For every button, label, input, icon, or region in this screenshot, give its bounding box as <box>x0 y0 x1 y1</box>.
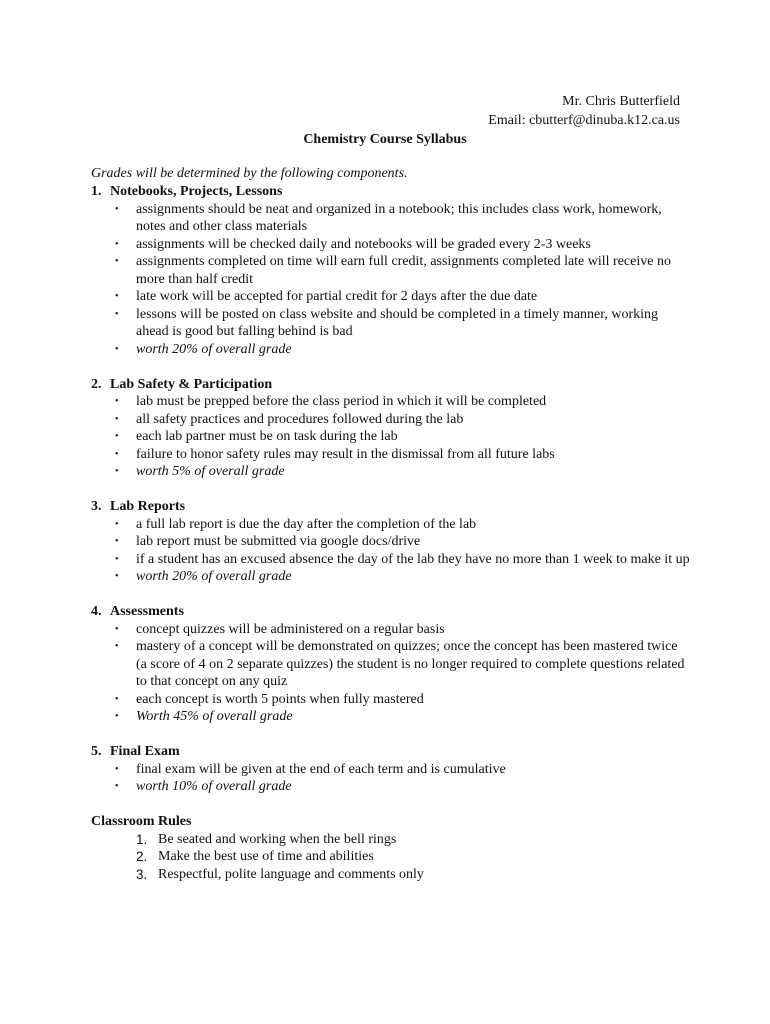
bullet-icon: • <box>115 763 119 775</box>
list-item <box>115 236 691 254</box>
bullet-icon: • <box>115 291 119 302</box>
rule-text: Be seated and working when the bell rings <box>158 831 397 847</box>
list-item <box>115 428 691 446</box>
bullet-icon: • <box>115 238 119 250</box>
bullet-icon: • <box>115 518 119 530</box>
list-item-text: lab must be prepped before the class period in which it will be completed <box>136 394 547 409</box>
list-item-text: if a student has an excused absence the day of the lab they have no more than 1 week to make it up <box>136 551 690 567</box>
bullet-icon: • <box>115 711 119 722</box>
list-item <box>115 708 691 726</box>
rules-list <box>91 831 691 884</box>
list-item <box>115 691 691 709</box>
list-item <box>115 253 691 288</box>
bullet-icon: • <box>115 203 119 215</box>
bullet-icon: • <box>115 623 119 635</box>
list-item-text: all safety practices and procedures followed during the lab <box>136 411 464 427</box>
bullet-list <box>91 621 691 726</box>
bullet-icon: • <box>115 256 119 267</box>
bullet-icon: • <box>115 396 119 407</box>
list-item-text: failure to honor safety rules may result in the dismissal from all future labs <box>136 446 555 462</box>
section-heading <box>91 743 691 761</box>
rule-item <box>136 848 691 866</box>
list-item <box>115 533 691 551</box>
bullet-list <box>91 201 691 359</box>
list-item <box>115 568 691 586</box>
section-title: Lab Reports <box>110 499 186 514</box>
section-number: 5. <box>91 744 102 759</box>
page-title: Chemistry Course Syllabus <box>303 132 467 147</box>
rule-text: Respectful, polite language and comments only <box>158 866 424 882</box>
section-number: 4. <box>91 604 102 619</box>
list-item-text: worth 20% of overall grade <box>136 341 292 357</box>
list-item-text: each lab partner must be on task during the lab <box>136 429 398 444</box>
list-item-text: worth 10% of overall grade <box>136 779 292 794</box>
teacher-name: Mr. Chris Butterfield <box>562 94 680 109</box>
list-item-text: worth 20% of overall grade <box>136 569 292 584</box>
list-item <box>115 621 691 639</box>
list-item-text: Worth 45% of overall grade <box>136 709 293 724</box>
bullet-icon: • <box>115 571 119 582</box>
list-item <box>115 201 691 236</box>
section-title: Assessments <box>110 604 184 619</box>
section-title: Lab Safety & Participation <box>110 376 273 392</box>
rule-item <box>136 831 691 849</box>
section-number: 1. <box>91 184 102 199</box>
list-item-text: worth 5% of overall grade <box>136 464 285 479</box>
list-item-text: each concept is worth 5 points when fully mastered <box>136 691 424 707</box>
grade-section <box>91 183 691 358</box>
bullet-icon: • <box>115 308 119 320</box>
bullet-icon: • <box>115 641 119 652</box>
bullet-icon: • <box>115 343 119 355</box>
section-number: 3. <box>91 499 102 514</box>
grade-section <box>91 376 691 481</box>
bullet-icon: • <box>115 693 119 705</box>
bullet-icon: • <box>115 466 119 477</box>
list-item <box>115 341 691 359</box>
list-item <box>115 446 691 464</box>
rule-number: 3. <box>136 866 148 882</box>
list-item <box>115 411 691 429</box>
list-item-text: concept quizzes will be administered on a regular basis <box>136 621 445 637</box>
syllabus-content <box>91 183 691 883</box>
rule-number: 2. <box>136 849 148 864</box>
section-title: Notebooks, Projects, Lessons <box>110 184 283 199</box>
bullet-icon: • <box>115 781 119 792</box>
list-item-text: lab report must be submitted via google docs/drive <box>136 534 421 549</box>
bullet-icon: • <box>115 413 119 425</box>
rules-heading: Classroom Rules <box>91 814 192 829</box>
rule-item <box>136 866 691 884</box>
grade-section <box>91 743 691 796</box>
bullet-icon: • <box>115 448 119 460</box>
list-item <box>115 551 691 569</box>
list-item-text: assignments will be checked daily and notebooks will be graded every 2-3 weeks <box>136 236 591 252</box>
list-item-text: a full lab report is due the day after the completion of the lab <box>136 516 477 532</box>
list-item <box>115 306 691 341</box>
list-item-text: final exam will be given at the end of each term and is cumulative <box>136 761 506 777</box>
bullet-list <box>91 516 691 586</box>
classroom-rules <box>91 813 691 883</box>
section-heading <box>91 183 691 201</box>
list-item-text: late work will be accepted for partial credit for 2 days after the due date <box>136 289 538 304</box>
grade-section <box>91 603 691 726</box>
bullet-icon: • <box>115 431 119 442</box>
teacher-email: Email: cbutterf@dinuba.k12.ca.us <box>488 113 680 128</box>
list-item <box>115 393 691 411</box>
section-title: Final Exam <box>110 744 180 759</box>
section-heading <box>91 498 691 516</box>
rule-number: 1. <box>136 831 148 847</box>
list-item <box>115 516 691 534</box>
rule-text: Make the best use of time and abilities <box>158 849 374 864</box>
section-number: 2. <box>91 376 102 392</box>
list-item <box>115 288 691 306</box>
bullet-list <box>91 761 691 796</box>
list-item-text: lessons will be posted on class website and should be completed in a timely manner, working ahead is good but falling behind is bad <box>136 306 659 339</box>
grades-intro: Grades will be determined by the following components. <box>91 166 408 181</box>
bullet-icon: • <box>115 536 119 547</box>
list-item-text: assignments should be neat and organized in a notebook; this includes class work, homework, notes and other class materials <box>136 201 662 234</box>
section-heading <box>91 603 691 621</box>
list-item <box>115 463 691 481</box>
list-item <box>115 761 691 779</box>
bullet-list <box>91 393 691 481</box>
list-item <box>115 638 691 691</box>
list-item-text: assignments completed on time will earn full credit, assignments completed late will receive no more than half credit <box>136 254 671 287</box>
section-heading <box>91 376 691 394</box>
list-item <box>115 778 691 796</box>
list-item-text: mastery of a concept will be demonstrated on quizzes; once the concept has been mastered twice (a score of 4 on 2 separate quizzes) the student is no longer required to complete questions related to that concept on any quiz <box>136 639 685 689</box>
bullet-icon: • <box>115 553 119 565</box>
grade-section <box>91 498 691 586</box>
